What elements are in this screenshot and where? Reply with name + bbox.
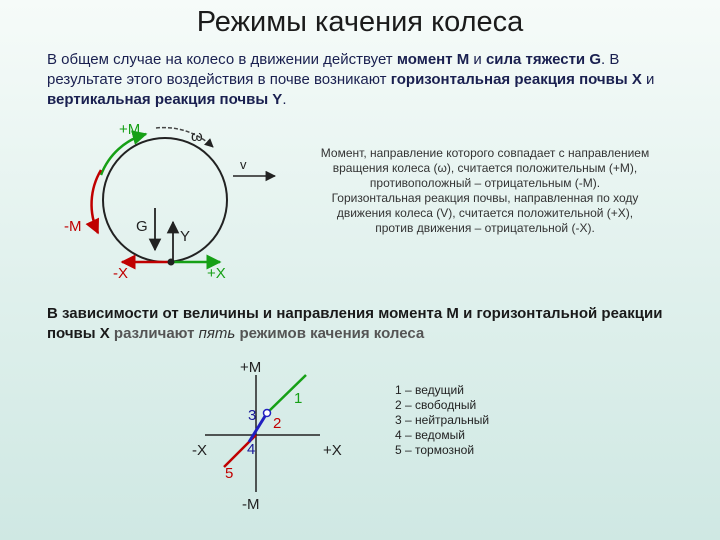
intro-text-2: и [469,51,486,68]
intro-bold-gravity: сила тяжести G [485,51,601,68]
wheel-minus-x-label: -X [113,265,128,282]
legend-item: 4 – ведомый [395,428,465,442]
legend-item: 2 – свободный [395,398,477,412]
mid-emphasis-five: пять [198,325,236,342]
note-line: Момент, направление которого совпадает с направлением [320,146,650,160]
legend-item: 3 – нейтральный [395,413,490,427]
omega-label: ω [191,128,203,145]
note-line: против движения – отрицательной (-Х). [375,221,595,235]
axes-plus-x-label: +X [323,442,342,459]
axes-plus-m-label: +M [240,359,262,376]
intro-bold-horizontal: горизонтальная реакция почвы Х [390,71,642,88]
mode-3-point [264,410,271,417]
intro-text-3: . В результате этого воздействия в почве возникают [47,51,620,88]
gravity-label: G [136,218,148,235]
mode-5-label: 5 [225,465,234,482]
mode-4-label: 4 [247,441,256,458]
note-line: противоположный – отрицательным (-М). [369,176,601,190]
wheel-plus-m-label: +M [119,121,141,138]
velocity-label: v [240,157,247,172]
mid-text-2: и [458,305,477,322]
mode-3-label: 3 [248,407,257,424]
legend-item: 1 – ведущий [395,383,464,397]
intro-text-5: . [282,91,287,108]
page-title: Режимы качения колеса [196,6,524,38]
legend-item: 5 – тормозной [395,443,475,457]
mid-text-4: режимов качения колеса [235,325,425,342]
mid-text-3: различают [109,325,199,342]
vertical-reaction-label: Y [180,228,191,245]
wheel-minus-m-label: -M [64,218,82,235]
note-line: вращения колеса (ω), считается положительным (+М), [332,161,638,175]
mid-text-1: В зависимости от величины и направления [47,305,379,322]
axes-minus-x-label: -X [192,442,207,459]
mid-bold-reaction: горизонтальной реакции почвы Х [47,305,663,342]
intro-bold-vertical: вертикальная реакция почвы Y [47,91,283,108]
mid-bold-moment: момента М [378,305,459,322]
note-line: движения колеса (V), считается положительной (+Х), [336,206,634,220]
mode-2-label: 2 [273,415,282,432]
intro-bold-moment: момент М [396,51,470,68]
note-line: Горизонтальная реакция почвы, направленная по ходу [331,191,639,205]
intro-text-1: В общем случае на колесо в движении действует [47,51,397,68]
modes-legend [395,383,489,458]
wheel-plus-x-label: +X [207,265,226,282]
axes-minus-m-label: -M [242,496,260,513]
intro-text-4: и [641,71,655,88]
mode-1-label: 1 [294,390,303,407]
